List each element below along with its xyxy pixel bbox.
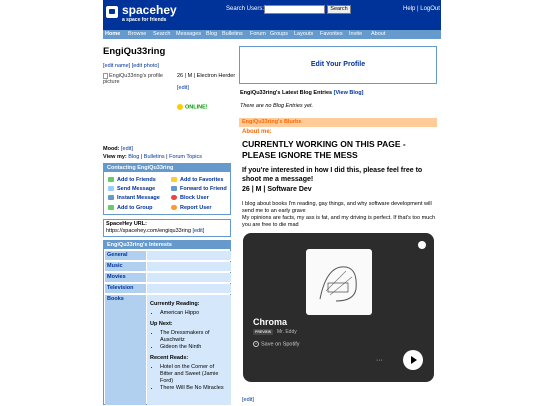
book-item: • Hotel on the Corner of Bitter and Sweet (Jamie Ford) [160,364,228,385]
blog-heading [240,90,363,96]
envelope-icon [108,186,114,191]
save-label: Save on Spotify [261,341,300,348]
spotify-embed[interactable] [243,233,434,382]
add-friend-icon [108,177,114,182]
profile-info [177,73,237,92]
search-button[interactable]: Search [327,5,351,14]
album-art [306,249,372,315]
interest-value [147,284,231,293]
plus-icon: + [254,341,258,346]
pfp-alt-text: EngiQu33ring's profile picture [103,73,163,85]
interest-row-movies [105,273,231,283]
view-blog-link-2[interactable]: [View Blog] [333,90,364,96]
profile-info-edit[interactable]: [edit] [177,85,189,91]
profile-name: EngiQu33ring [103,46,166,57]
online-status [177,104,208,110]
add-friends-link[interactable] [108,177,156,183]
mood-label: Mood: [103,146,120,152]
search-label: Search Users: [226,6,265,12]
block-user-link[interactable] [171,195,209,201]
preview-badge: PREVIEW [255,330,272,334]
interest-label: Music [105,262,146,271]
play-button[interactable] [403,350,423,370]
search-input[interactable] [264,5,325,14]
about-paragraph-2: My opinions are facts, my ass is fat, and my driving is perfect. If that's too much you are free to die mad [242,215,436,228]
forward-friend-label: Forward to Friend [180,186,227,192]
logout-link[interactable]: LogOut [420,6,440,12]
nav-home[interactable]: Home [105,31,121,37]
view-my-label: View my: [103,154,127,160]
nav-search[interactable]: Search [153,31,171,37]
blog-heading-text: EngiQu33ring's Latest Blog Entries [240,90,333,96]
nav-bulletins[interactable]: Bulletins [222,31,243,37]
no-blog-text: There are no Blog Entries yet. [240,103,314,109]
interest-row-general [105,251,231,261]
online-icon [177,104,183,110]
interest-label: Movies [105,273,146,282]
nav-groups[interactable]: Groups [270,31,289,37]
logo-tagline: a space for friends [122,17,167,23]
group-icon [108,205,114,210]
profile-picture[interactable] [103,73,173,85]
send-message-label: Send Message [117,186,156,192]
view-sep: | [140,154,143,160]
add-group-link[interactable] [108,205,152,211]
nav-invite[interactable]: Invite [349,31,363,37]
view-topics-link[interactable]: Forum Topics [169,154,203,160]
view-my-row [103,154,202,160]
block-icon [171,195,177,200]
up-next-heading: Up Next: [150,321,173,327]
nav-bar [103,30,441,39]
interest-row-books [105,295,231,406]
url-box [103,219,231,237]
add-favorites-link[interactable] [171,177,223,183]
instant-message-label: Instant Message [117,195,160,201]
block-user-label: Block User [180,195,209,201]
star-icon [171,177,177,182]
album-art-drawing [306,249,372,315]
header [0,0,540,30]
nav-browse[interactable]: Browse [128,31,147,37]
interest-label: General [105,251,146,260]
edit-name-link[interactable]: [edit name] [103,63,131,69]
add-favorites-label: Add to Favorites [180,177,224,183]
nav-favorites[interactable]: Favorites [320,31,343,37]
view-bulletins-link[interactable]: Bulletins [143,154,165,160]
about-me-heading: About me: [242,129,272,135]
view-sep-2: | [166,154,168,160]
track-artist[interactable]: Mr. Eddy [277,329,297,335]
add-friends-label: Add to Friends [117,177,156,183]
interest-row-television [105,284,231,294]
forward-friend-link[interactable] [171,186,227,192]
nav-blog[interactable]: Blog [206,31,218,37]
header-links [403,6,440,12]
logo-text[interactable]: spacehey [122,3,177,17]
send-message-link[interactable] [108,186,155,192]
edit-photo-link[interactable]: [edit photo] [131,63,159,69]
about-big-heading: CURRENTLY WORKING ON THIS PAGE - PLEASE IGNORE THE MESS [242,139,406,160]
url-edit[interactable]: [edit] [192,228,205,234]
book-item: • American Hippo [160,310,228,317]
instant-message-link[interactable] [108,195,160,201]
interest-row-music [105,262,231,272]
mood-edit[interactable]: [edit] [121,146,133,152]
book-item: • The Dressmakers of Auschwitz [160,330,228,344]
edit-row [103,63,159,69]
contact-title: Contacting EngiQu33ring [104,164,230,172]
online-text: ONLINE! [185,104,208,111]
recent-reads-heading: Recent Reads: [150,355,189,361]
interest-label: Television [105,284,146,293]
blurbs-heading: EngiQu33ring's Blurbs [239,118,437,127]
report-user-link[interactable] [171,205,211,211]
nav-forum[interactable]: Forum [250,31,266,37]
about-info-heading: 26 | M | Software Dev [242,186,312,193]
nav-layouts[interactable]: Layouts [294,31,314,37]
interest-value [147,273,231,282]
url-value[interactable]: https://spacehey.com/engiqu33ring [106,228,191,234]
forward-icon [171,186,177,191]
view-blog-link[interactable]: Blog [128,154,140,160]
contact-box [103,163,231,215]
url-title: SpaceHey URL: [106,221,147,227]
interest-value [147,251,231,260]
current-reading-heading: Currently Reading: [150,301,200,307]
book-item: • Gideon the Ninth [160,344,228,351]
interest-value [147,262,231,271]
track-title: Chroma [253,317,288,327]
chat-icon [108,195,114,200]
about-subheading: If you're interested in how I did this, please feel free to shoot me a message! [242,167,423,183]
nav-messages[interactable]: Messages [176,31,202,37]
report-user-label: Report User [180,205,212,211]
interests-box [103,240,231,405]
add-group-label: Add to Group [117,205,153,211]
book-item: • There Will Be No Miracles [160,385,228,392]
more-options-icon[interactable]: ··· [376,357,383,364]
header-sep: | [417,6,419,12]
report-icon [171,205,177,210]
help-link[interactable]: Help [403,6,416,12]
interests-title: EngiQu33ring's Interests [104,241,230,249]
profile-info-text: 26 | M | Electron Herder [177,73,236,79]
spotify-icon[interactable] [418,241,426,249]
interest-label: Books [105,295,146,405]
about-paragraph-1: I blog about books I'm reading, gay things, and why software development will send me to an early grave [242,201,432,214]
blurb-edit-link[interactable]: [edit] [242,397,254,403]
save-on-spotify[interactable] [253,341,300,347]
mood-row [103,146,133,152]
edit-profile-link[interactable]: Edit Your Profile [239,46,437,84]
books-value [147,295,231,405]
nav-about[interactable]: About [371,31,386,37]
spacehey-logo-icon[interactable] [106,6,118,18]
